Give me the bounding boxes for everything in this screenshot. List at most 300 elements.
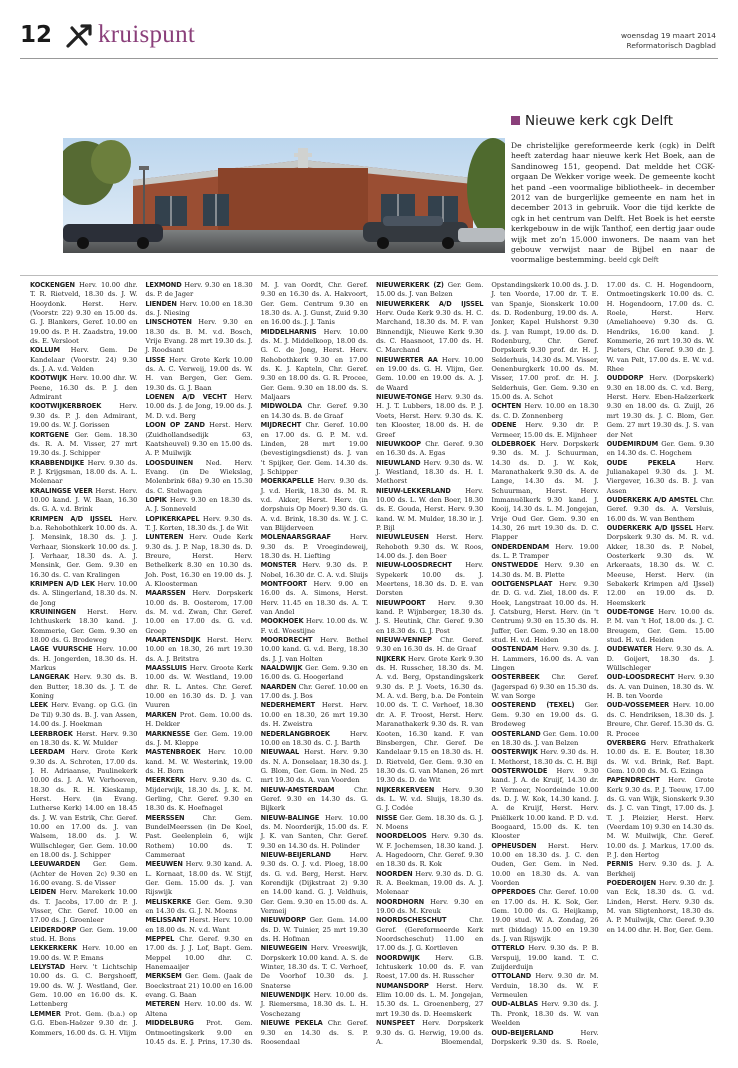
listing-entry xyxy=(376,916,483,953)
listing-entry xyxy=(491,944,598,972)
listing-services: Herv. 9.30 ds. W. F. Jochemsen, 18.30 kand. J. A. Hagedoorn, Chr. Geref. 9.30 en 18.30 ds. R. Kok xyxy=(375,832,484,869)
listing-entry xyxy=(30,963,137,1010)
listing-entry xyxy=(145,898,252,917)
listing-place: NUMANSDORP xyxy=(375,981,429,990)
listing-services: Herv. 10.00 dhr. W. Peene, 16.30 ds. P. J. den Admirant xyxy=(30,374,138,402)
listing-entry xyxy=(145,589,252,636)
listing-entry xyxy=(491,888,598,944)
listing-entry xyxy=(30,730,137,749)
listing-entry xyxy=(376,636,483,655)
listing-place: OUD-BEIJERLAND xyxy=(491,1028,554,1037)
listing-place: MONTFOORT xyxy=(260,580,307,588)
listing-services: Ger. Gem. 9.30 en 14.30 ds. G. J. N. Moens xyxy=(145,897,253,916)
listing-entry xyxy=(261,786,368,814)
listing-place: MARKEN xyxy=(145,710,177,719)
listing-place: OUD-VOSSEMEER xyxy=(606,701,670,710)
listing-services: Prot. Gem. Ontmoetingskerk 9.00 en 10.45 ds. E. J. Prins, 17.30 ds. M. J. van Oordt, Chr. Geref. 9.30 en 16.30 ds. A. Hakvoort, Ger. Gem. Centrum 9.30 en 18.30 ds. A. J. Gunst, Zuid 9.30 en 16.00 ds. J. J. Tanis xyxy=(145,281,368,1046)
listing-place: NIEUWAAL xyxy=(260,748,300,757)
listing-place: OUDE-TONGE xyxy=(606,608,654,617)
listing-place: NOORDWIJK xyxy=(375,953,420,962)
listing-services: Herv. 10.00 dhr. T. R. Rietveld, 18.30 ds. J. W. Hooydonk. Herst. Herv. (Voorstr. 22) 9.30 en 15.00 ds. G. J. Blankers, Geref. 10.00 en 19.00 ds. P. H. Zaadstra, 19.00 ds. E. Versloot xyxy=(30,281,138,346)
crosspoint-logo-icon xyxy=(66,24,92,48)
listing-place: NIEUW-BALINGE xyxy=(260,813,320,822)
article-text: De christelijke gereformeerde kerk (cgk) in Delft heeft zaterdag haar nieuwe kerk Het Boek, aan de Sandinoweg 151, geopend. Dat meldde het CGK-orgaan De Wekker vorige week. De gemeente kocht het pand –een voormalige bibliotheek– in december 2012 van de burgerlijke gemeente en nam het in december 2013 in gebruik. Voor die tijd kerkte de cgk in het centrum van Delft. Het Boek is het eerste kerkgebouw in de wijk Tanthof, een dertig jaar oude wijk met zo’n 15.000 inwoners. De naam van het gebouw verwijst naar de Bijbel en naar de voormalige bestemming. xyxy=(511,141,715,265)
listing-entry xyxy=(491,402,598,421)
article-body xyxy=(511,141,715,266)
listing-place: MIDWOLDA xyxy=(260,402,303,411)
listing-entry xyxy=(607,459,714,496)
listing-entry xyxy=(145,318,252,355)
listing-place: KOCKENGEN xyxy=(30,281,75,289)
listing-place: NIEUW-VENNEP xyxy=(375,636,432,645)
listing-services: Ger. Gem. (Achter de Hoven 2c) 9.30 en 16.00 evang. S. de Visser xyxy=(30,860,138,887)
listing-entry xyxy=(491,972,598,1000)
listing-entry xyxy=(261,664,368,683)
listing-place: MARKNESSE xyxy=(145,729,191,738)
listing-entry xyxy=(491,1000,598,1028)
listing-services: Herv. G.B. Ichtuskerk 10.00 ds. F. van Roest, 17.00 ds. H. Russcher xyxy=(375,953,484,981)
listing-services: Herv. 9.30 ds. D. G. R. A. Beekman, 19.00 ds. A. J. Molenaar xyxy=(375,869,484,897)
listing-entry xyxy=(30,515,137,580)
listing-place: KOOTWIJKERBROEK xyxy=(30,402,102,411)
listing-entry xyxy=(376,655,483,786)
listing-entry xyxy=(376,832,483,869)
listing-place: LEEUWARDEN xyxy=(30,860,81,869)
listing-entry xyxy=(607,645,714,673)
listing-place: LEXMOND xyxy=(145,281,182,289)
listing-services: Herv. 9.30 dr. D. G. v.d. Ziel, 18.00 ds. F. Hoek, Langstraat 10.00 ds. H. J. Catsburg, Herst. Herv. (in 't Centrum) 9.30 en 15.30 ds. H. Juffer, Ger. Gem. 9.30 en 18.00 stud. H. v.d. Heiden xyxy=(491,580,599,645)
listing-entry xyxy=(30,402,137,430)
listing-entry xyxy=(145,730,252,749)
listing-place: PERNIS xyxy=(606,860,634,869)
listing-services: Herv. Dorpskerk 9.30 ds. S. Roele, 17.00 ds. C. H. Hogendoorn, Ontmoetingskerk 10.00 ds. C. H. Hogendoorn, 17.00 ds. C. Roele, Herst. Herv. (Ameliahoeve) 9.30 ds. G. Hendriks, 16.00 kand. J. Kommerie, 26 mrt 19.30 ds. W. Pieters, Chr. Geref. 9.30 dr. J. W. van Pelt, 17.00 ds. E. W. v.d. Rhee xyxy=(491,281,714,1046)
listing-entry xyxy=(261,701,368,729)
listing-place: LOON OP ZAND xyxy=(145,421,205,430)
listing-place: LEMMER xyxy=(30,1009,61,1018)
listing-place: NIJKERKERVEEN xyxy=(375,785,435,794)
listing-entry xyxy=(261,617,368,636)
listing-services: Herv. 9.30 ds. L. W. v.d. Sluijs, 18.30 ds. G. J. Codée xyxy=(375,785,484,813)
listing-services: Chr. Geref. 10.00 en 17.00 ds. G. P. M. v.d. Linden, 28 mrt 19.00 (bevestigingsdienst) ds. J. van 't Spijker, Ger. Gem. 14.30 ds. J. Schipper xyxy=(260,421,368,476)
listing-place: LINSCHOTEN xyxy=(145,318,192,327)
listing-services: Chr. Geref. (Jagerspad 6) 9.30 en 15.30 ds. W. van Sorge xyxy=(491,673,599,701)
listing-place: METEREN xyxy=(145,1000,180,1009)
listing-entry xyxy=(145,814,252,861)
listing-entry xyxy=(30,580,137,608)
photo-credit: beeld cgk Delft xyxy=(608,256,659,265)
listing-place: OPPERDOES xyxy=(491,888,536,897)
listing-services: Ger. Gem. 15.00 ds. J. van Belzen xyxy=(375,281,484,299)
listing-place: NOORDSCHESCHUT xyxy=(375,916,447,925)
listing-services: Ger. Gem. (Jaak de Boeckstraat 21) 10.00 en 16.00 evang. G. Baan xyxy=(145,972,253,1000)
listing-services: Herv. 9.30 ds. P. Nobel, 16.30 dr. C. A. v.d. Sluijs xyxy=(260,561,368,579)
listing-place: OTTERLO xyxy=(491,944,525,953)
listing-services: Herv. Groote Kerk 10.00 ds. W. Westland, 19.00 dhr. R. L. Antes. Chr. Geref. 10.00 en 16.30 ds. D. J. van Vuuren xyxy=(145,664,253,710)
listing-services: Herv. 9.30 ds. H. J. T. Lubbers, 18.00 ds. P. J. Voets, Herst. Herv. 9.30 ds. K. ten Klooster, 18.00 ds. H. de Greef xyxy=(375,393,484,439)
listing-entry xyxy=(491,645,598,673)
listing-place: OPHEUSDEN xyxy=(491,841,537,850)
listing-entry xyxy=(491,561,598,580)
listing-place: MELISSANT xyxy=(145,916,187,925)
listing-place: OOSTENDAM xyxy=(491,645,539,654)
listing-place: LEEK xyxy=(30,701,48,710)
listing-entry xyxy=(261,916,368,944)
listing-services: Herv. Evang. op G.G. (in De Til) 9.30 ds. B. J. van Assen, 14.00 ds. J. Hoekman xyxy=(30,701,138,729)
listing-entry xyxy=(145,496,252,515)
listing-entry xyxy=(145,393,252,421)
listing-entry xyxy=(145,515,252,534)
listing-services: Herst. Herv. 9.30 en 18.30 ds. K. W. Mulder xyxy=(30,729,138,747)
listing-place: NIEUWE-TONGE xyxy=(375,393,432,402)
listing-place: LAGE VUURSCHE xyxy=(30,645,93,654)
listing-entry xyxy=(30,860,137,888)
listing-place: NIEUWDORP xyxy=(260,916,306,925)
listing-place: LEERBROEK xyxy=(30,729,73,738)
listing-place: KOLLUM xyxy=(30,346,60,355)
listing-place: OVERBERG xyxy=(606,738,646,747)
listing-place: NOORDHORN xyxy=(375,897,425,906)
listing-services: Herv. 9.30 ds. A. van Duinen, 18.30 ds. W. H. B. ten Voorde xyxy=(606,673,714,701)
listing-entry xyxy=(145,300,252,319)
listing-entry xyxy=(145,711,252,730)
listing-place: OUDEWATER xyxy=(606,645,653,654)
listing-services: Herv. 9.30 ds. J. Th. Pronk, 18.30 ds. W. van Weelden xyxy=(491,1000,599,1028)
listing-services: Prot. Gem. (b.a.) op G.G. Eben-Haëzer 9.30 dr. J. Kommers, 16.00 ds. G. H. Vlijm xyxy=(30,1009,138,1037)
listing-place: KRIMPEN A/D IJSSEL xyxy=(30,514,113,523)
listing-place: OOSTEREND (TEXEL) xyxy=(491,701,575,710)
listing-entry xyxy=(261,477,368,533)
listing-place: NOORDEN xyxy=(375,869,413,878)
listing-services: Herv. 9.30 en 18.30 ds. B. M. v.d. Bosch, Vrije Evang. 28 mrt 19.30 ds. J. J. Roodsant xyxy=(145,318,253,355)
listing-entry xyxy=(145,664,252,711)
listing-place: MOOKHOEK xyxy=(260,617,304,626)
listing-entry xyxy=(30,645,137,673)
listing-place: MAARTENSDIJK xyxy=(145,636,201,645)
listing-services: Herv. 10.00 kand. M. W. Westerink, 19.00 ds. H. Born xyxy=(145,748,253,775)
listing-entry xyxy=(145,533,252,589)
listing-entry xyxy=(376,533,483,561)
header-divider xyxy=(20,58,718,59)
listing-services: Herv. 10.00 en 18.30 ds. J. Niesing xyxy=(145,299,253,318)
article-title xyxy=(511,113,673,129)
listing-place: OOSTERBEEK xyxy=(491,673,540,682)
listing-place: MEEUWEN xyxy=(145,860,183,869)
listing-services: Herv. (Dorpskerk) 9.30 en 18.00 ds. C. v.d. Berg, Herst. Herv. Eben-Haëzerkerk 9.30 en 18.00 ds. G. Zuijl, 26 mrt 19.30 ds. J. C. Blom, Ger. Gem. 27 mrt 19.30 ds. J. S. van der Net xyxy=(606,374,714,439)
listing-services: Chr. Geref. 9.30 en 14.30 ds. S. P. Roosendaal xyxy=(260,1019,368,1046)
listing-place: OOSTERWIJK xyxy=(491,748,538,757)
listing-services: Herv. 10.00 ds. J. de Jong, 19.00 ds. J. M. D. v.d. Berg xyxy=(145,393,253,420)
church-building-photo xyxy=(63,138,505,253)
listing-services: Herv. 10.00 ds. W. F. v.d. Woestijne xyxy=(260,617,368,635)
listing-services: Herst. Herv. 10.00 kand. J. W. Baan, 16.30 ds. G. A. v.d. Brink xyxy=(30,486,138,514)
newspaper-name: Reformatorisch Dagblad xyxy=(626,41,716,50)
listing-place: NOORDELOOS xyxy=(375,832,427,841)
listing-place: NAARDEN xyxy=(260,682,297,691)
listing-entry xyxy=(491,543,598,562)
listing-services: Herv. Grote Kerk 10.00 ds. A. C. Verweij, 19.00 ds. W. H. van Bergen, Ger. Gem. 19.30 ds. G. J. Baan xyxy=(145,355,253,392)
listing-services: Herv. 9.30 ds. P. J. den Admirant, 19.00 ds. W. J. Gorissen xyxy=(30,402,138,430)
section-title: kruispunt xyxy=(98,21,196,48)
listing-entry xyxy=(376,459,483,487)
listing-services: Ger. Gem. 18.30 ds. R. A. M. Visser, 27 mrt 19.30 ds. J. Schipper xyxy=(30,430,138,458)
listing-place: LEIDERDORP xyxy=(30,925,77,934)
listing-place: MONSTER xyxy=(260,561,297,570)
listing-services: Ger. Gem. 19.00 stud. H. Bons xyxy=(30,925,138,944)
listing-services: Herst. Herv. 10.00 en 18.30, 26 mrt 19.30 ds. H. Zweistra xyxy=(260,701,368,729)
masthead-info xyxy=(621,31,716,51)
listing-entry xyxy=(376,814,483,833)
listing-entry xyxy=(145,860,252,897)
listing-entry xyxy=(376,898,483,917)
listing-services: Prot. Gem. 10.00 ds. H. Dekker xyxy=(145,710,253,729)
listing-entry xyxy=(30,944,137,963)
listing-place: OOSTERWOLDE xyxy=(491,766,548,775)
listing-place: LISSE xyxy=(145,355,166,364)
listing-services: Herst. Herv. 10.00 en 18.30 ds. J. C. den Ouden, Ger. Gem. in Ned. 10.00 en 18.30 ds. A. van Voorden xyxy=(491,841,599,887)
listing-services: Herv. 10.00 en 18.30 ds. C. J. Barth xyxy=(260,729,368,747)
listing-services: Herv. 9.30 ds. T. J. Korten, 18.30 ds. J. de Wit xyxy=(145,514,253,532)
listing-place: KORTGENE xyxy=(30,430,69,439)
listing-services: Herv. 9.30 ds. H. I. Methorst, 18.30 ds. C. H. Bijl xyxy=(491,748,599,766)
listing-place: ONSTWEDDE xyxy=(491,561,539,570)
listing-place: MAASSLUIS xyxy=(145,664,187,673)
listing-place: MELISKERKE xyxy=(145,897,192,906)
listing-place: OUD-LOOSDRECHT xyxy=(606,673,675,682)
listing-place: LELYSTAD xyxy=(30,963,66,972)
listing-services: Herv. 9.30 ds. O. J. v.d. Ploeg, 18.00 ds. G. v.d. Berg, Herst. Herv. Korendijk (Dijkstraat 2) 9.30 en 14.00 kand. G. J. Veldhuis, Ger. Gem. 9.30 en 15.00 ds. A. Vermeij xyxy=(260,850,368,916)
listing-entry xyxy=(607,374,714,439)
listing-place: KRALINGSE VEER xyxy=(30,486,93,495)
listing-entry xyxy=(145,459,252,496)
listing-entry xyxy=(145,972,252,1000)
listing-place: MEERSSEN xyxy=(145,813,185,822)
listing-services: Herv. 9.30 en 19.00 ds. M. Kreuk xyxy=(375,897,484,916)
listing-place: OOSTERLAND xyxy=(491,729,541,738)
listing-place: KOOTWIJK xyxy=(30,374,68,383)
listing-services: Herv. Dorpskerk 9.30 ds. M. J. Schuurman, 14.30 ds. D. J. W. Kok, Maranathakerk 9.30 ds. A. de Lange, 14.30 ds. M. J. Schuurman, Herst. Herv. Immanuëlkerk 9.30 kand. J. Kooij, 14.30 ds. L. M. Jongejan, Vrije Oud Ger. Gem. 9.30 en 14.30, 26 mrt 19.30 ds. D. C. Flapper xyxy=(491,439,599,542)
listing-services: Chr. Geref. 9.30 en 14.30 ds. G. Bijkerk xyxy=(260,785,368,813)
listing-entry xyxy=(491,842,598,889)
listing-services: Herv. 9.30 ds. P. J. Krijgsman, 18.00 ds. A. L. Molenaar xyxy=(30,458,138,486)
issue-date: woensdag 19 maart 2014 xyxy=(620,31,716,40)
listing-place: MIDDELBURG xyxy=(145,1019,194,1028)
listing-place: OCHTEN xyxy=(491,402,522,411)
listing-services: Herv. 10.00 ds. W. Altena xyxy=(145,1000,253,1018)
listing-entry xyxy=(30,459,137,487)
listing-services: Herv. 10.00 ds. J. Riemersma, 18.30 ds. L. H. Voschezang xyxy=(260,991,368,1018)
listing-services: Chr. Geref. 9.30 ds. A. Versluis, 16.00 ds. W. van Benthem xyxy=(606,495,714,523)
listing-services: Herst. Herv. (Zuidhollandsedijk 63, Kaatsheuvel) 9.30 en 15.00 ds. A. P. Muilwijk xyxy=(145,421,253,458)
listing-services: Chr. Geref. 9.30 en 16.30 ds. H. de Graaf xyxy=(375,636,484,654)
listing-services: Ger. Gem. 9.30 en 19.00 ds. G. Brodeweg xyxy=(491,701,599,729)
listing-services: Ned. Herv. Evang. (in De Wiekslag, Molenbrink 68a) 9.30 en 15.30 ds. C. Stelwagen xyxy=(145,458,253,495)
listing-place: MOLENAARSGRAAF xyxy=(260,533,331,542)
listing-entry xyxy=(30,1010,137,1038)
listing-entry xyxy=(145,935,252,972)
listing-place: PAPENDRECHT xyxy=(606,776,660,785)
listing-entry xyxy=(30,431,137,459)
listing-entry xyxy=(491,730,598,749)
title-bullet xyxy=(511,116,520,125)
listing-services: Herv. 10.00 ds. A. Slingerland, 18.30 ds. N. de Jong xyxy=(30,580,138,607)
listing-services: Herv. Dorpskerk 9.30 ds. M. R. v.d. Akker, 18.30 ds. P. Nobel, Oosterkerk 9.30 ds. W. Arkeraats, 18.30 ds. W. C. Meeuse, Herst. Herv. (in Sebakerk Krimpen a/d IJssel) 12.00 en 19.00 ds. D. Heemskerk xyxy=(606,523,714,607)
listing-place: KRIMPEN A/D LEK xyxy=(30,580,95,588)
listing-entry xyxy=(491,421,598,440)
listing-entry xyxy=(607,776,714,860)
listing-place: MIJDRECHT xyxy=(260,421,302,430)
listing-entry xyxy=(261,730,368,749)
listing-entry xyxy=(145,281,252,300)
article-title-text: Nieuwe kerk cgk Delft xyxy=(525,113,674,129)
listing-place: NIEUW-LEKKERLAND xyxy=(375,486,451,495)
listing-services: Herv. 10.00 ds. L. W. den Boer, 18.30 ds. E. Gouda, Herst. Herv. 9.30 kand. W. M. Mulder, 18.30 ir. J. P. Bijl xyxy=(375,486,484,532)
listing-services: Herv. 9.30 kand. P. Wijnberger, 18.30 ds. J. S. Heutink, Chr. Geref. 9.30 en 18.30 ds. G. J. Post xyxy=(375,598,484,635)
listing-place: OOLTGENSPLAAT xyxy=(491,580,553,588)
listing-services: Ger. Gem. 9.30 en 16.00 ds. G. Hoogerland xyxy=(260,664,368,682)
listing-services: Herst. Herv. Elim 10.00 ds. L. M. Jongejan, 15.30 ds. L. Groenenberg, 27 mrt 19.30 ds. D. Heemskerk xyxy=(375,981,484,1018)
listing-place: KRUININGEN xyxy=(30,608,76,617)
listing-entry xyxy=(261,421,368,477)
listing-entry xyxy=(376,982,483,1019)
listing-entry xyxy=(30,748,137,860)
listing-services: Herv. 't Lichtschip 10.00 ds. G. C. Bergshoeff, 19.00 ds. W. J. Westland, Ger. Gem. 10.00 en 16.00 ds. K. Lettenberg xyxy=(30,963,138,1009)
listing-place: NIEUWLAND xyxy=(375,458,421,467)
listing-entry xyxy=(376,870,483,898)
listing-entry xyxy=(145,1000,252,1019)
listing-place: NIEUW-BEIJERLAND xyxy=(260,850,331,859)
listing-place: NEDERLANGBROEK xyxy=(260,729,330,738)
listing-entry xyxy=(30,888,137,925)
listing-services: Herv. Grote Kerk 9.30 ds. A. Schroten, 17.00 ds. J. H. Adriaanse, Paulinekerk 10.00 ds. J. A. W. Verhoeven, 18.30 ds. R. H. Kieskamp, Herst. Herv. (in Evang. Lutherse Kerk) 14.00 en 18.45 ds. J. W. van Estrik, Chr. Geref. 10.00 en 17.00 ds. J. van Walsem, 18.00 ds. J. W. Wüllschleger, Ger. Gem. 10.00 en 18.00 ds. J. Schipper xyxy=(30,748,138,859)
listing-entry xyxy=(145,776,252,813)
listing-entry xyxy=(491,701,598,729)
listing-services: Herv. 10.00 en 18.30 ds. C. D. Zonnenberg xyxy=(491,402,599,420)
listing-place: MASTENBROEK xyxy=(145,748,201,757)
listing-place: MOERKAPELLE xyxy=(260,477,314,486)
church-service-listings xyxy=(30,281,714,1056)
listing-services: Herv. 9.30 dr. P. Vermeer, 15.00 ds. E. Mijnheer xyxy=(491,421,599,439)
listing-services: Chr. Geref. 9.30 en 16.30 ds. A. Egas xyxy=(375,439,484,458)
listing-place: NIEUW-LOOSDRECHT xyxy=(375,561,452,570)
listing-entry xyxy=(491,748,598,767)
listing-place: LUNTEREN xyxy=(145,533,184,542)
listing-services: Herv. 10.00 ds. M. J. Middelkoop, 18.00 ds. G. C. de Jong, Herst. Herv. Rehobothkerk 9.30 en 17.00 ds. K. J. Kapteln, Chr. Geref. 9.30 en 18.00 ds. G. R. Procee, Ger. Gem. 9.30 en 18.00 ds. S. Maljaars xyxy=(260,327,368,402)
listing-place: NIEUW-AMSTERDAM xyxy=(260,785,335,794)
listing-entry xyxy=(607,524,714,608)
listing-services: Herv. 9.30 kand. J. A. de Kruijf, 14.30 dr. P. Vermeer, Noordeinde 10.00 ds. D. J. W. Kok, 14.30 kand. J. A. de Kruijf, Herst. Herv. Pniëlkerk 10.00 kand. P. D. v.d. Boogaard, 15.00 ds. K. ten Klooster xyxy=(491,766,599,841)
listing-place: NIEUWERTER AA xyxy=(375,355,438,364)
listing-services: Herv. b.a. Rehobothkerk 10.00 ds. A. J. Mensink, 18.30 ds. J. J. Verhaar, Sionskerk 10.00 ds. J. J. Verhaar, 18.30 ds. A. J. Mensink, Ger. Gem. 9.30 en 16.30 ds. C. van Kralingen xyxy=(30,514,138,579)
listing-entry xyxy=(607,440,714,459)
listing-entry xyxy=(607,701,714,738)
listing-entry xyxy=(376,786,483,814)
listing-services: Herv. 10.00 ds. H. Jongerden, 18.30 ds. H. Markus xyxy=(30,645,138,673)
listing-services: Ger. Gem. 14.00 ds. D. W. Tuinier, 25 mrt 19.30 ds. H. Hofman xyxy=(260,916,368,944)
listing-entry xyxy=(607,608,714,645)
listing-services: Herv. 9.30 ds. J. A. Berkheij xyxy=(606,860,714,878)
listing-services: Chr. Geref. 10.00 en 17.00 ds. H. K. Sok, Ger. Gem. 10.00 ds. G. Heijkamp, 19.00 stud. W. A. Zondag, 26 mrt (biddag) 15.00 en 19.30 ds. J. van Rijswijk xyxy=(491,888,599,944)
listing-place: LANGERAK xyxy=(30,673,70,682)
listing-services: Ger. Gem. 18.30 ds. G. J. N. Moens xyxy=(375,813,484,831)
listing-place: NIEUWERKERK A/D IJSSEL xyxy=(375,299,484,308)
listing-place: NIEUWLEUSEN xyxy=(375,533,429,542)
listing-services: Herv. 9.30 en 18.30 ds. P. de Jager xyxy=(145,281,253,299)
listing-services: Herv. Dorpskerk 9.30 ds. G. Herwig, 19.00 ds. A. Bloemendal, Opstandingskerk 10.00 ds. J. D. J. ten Voorde, 17.00 dr. T. E. van Spanje, Sionskerk 10.00 ds. D. Rodenburg, 19.00 ds. A. Jonker, Kapel Hulshorst 9.30 ds. J. van Rumpt, 19.00 ds. D. Rodenburg, Chr. Geref. Dorpskerk 9.30 prof. dr. H. J. Selderhuis, 14.30 ds. M. Visser, Oenenburgkerk 10.00 ds. M. Visser, 17.00 prof. dr. H. J. Selderhuis, Ger. Gem. 9.30 en 15.00 ds. A. Schot xyxy=(375,281,599,1046)
listing-place: NAALDWIJK xyxy=(260,664,303,673)
listing-entry xyxy=(30,374,137,402)
listings-divider xyxy=(20,275,718,276)
listing-services: Herv. 9.30 kand. A. L. Kornaat, 18.00 ds. W. Stijf, Ger. Gem. 15.00 ds. J. van Rijswijk xyxy=(145,860,253,897)
listing-entry xyxy=(30,926,137,945)
listing-place: MEERKERK xyxy=(145,776,185,785)
listing-entry xyxy=(607,496,714,524)
listing-services: Herv. 19.00 ds. L. P. Tramper xyxy=(491,542,599,560)
page-number: 12 xyxy=(20,22,53,48)
listing-entry xyxy=(261,1019,368,1047)
listing-services: Herv. Marekerk 10.00 ds. T. Jacobs, 17.00 dr. P. J. Visser, Chr. Geref. 10.00 en 17.00 ds. J. Groenleer xyxy=(30,888,138,925)
listing-services: Herv. 9.30 dr. J. van Eck, 18.30 ds. G. v.d. Linden, Herst. Herv. 9.30 ds. M. van Sligtenhorst, 18.30 ds. A. P. Muilwijk, Chr. Geref. 9.30 en 14.00 dhr. H. Bor, Ger. Gem. xyxy=(606,879,714,934)
listing-services: Herv. Sypekerk 10.00 ds. J. Meertens, 18.30 ds. D. E. van Dorsten xyxy=(375,561,484,598)
listing-entry xyxy=(607,860,714,879)
listing-place: NIEUWKOOP xyxy=(375,439,422,448)
listing-place: OUDE PEKELA xyxy=(606,458,676,467)
listing-services: Herv. 10.00 ds. P. M. van 't Hof, 18.00 ds. J. C. Breugem, Ger. Gem. 15.00 stud. H. v.d. Heiden xyxy=(606,608,714,645)
listing-entry xyxy=(30,673,137,701)
listing-entry xyxy=(607,673,714,701)
listing-place: OLDEBROEK xyxy=(491,439,536,448)
listing-services: Herv. 9.30 ds. B. den Butter, 18.30 ds. J. T. de Koning xyxy=(30,673,138,701)
listing-entry xyxy=(30,281,137,346)
listing-services: Herv. 9.30 en 18.30 ds. A. J. Sonneveld xyxy=(145,495,253,514)
listing-place: LOPIK xyxy=(145,495,167,504)
listing-place: OUDERKERK A/D AMSTEL xyxy=(606,495,698,504)
listing-services: Herv. Bethel 10.00 kand. G. v.d. Berg, 18.30 ds. J. J. van Holten xyxy=(260,636,368,663)
listing-entry xyxy=(261,991,368,1019)
listing-services: Chr. Geref. (Gereformeerde Kerk Noordscheschut) 11.00 en 17.00 ds. J. G. Kortleven xyxy=(375,916,484,953)
listing-services: Herv. 9.30 ds. J. H. Lammers, 16.00 ds. A. van Lingen xyxy=(491,645,599,673)
listing-place: NIJKERK xyxy=(375,654,406,663)
listing-services: Ger. Gem. 19.00 ds. J. M. Kleppe xyxy=(145,729,253,747)
listing-place: OUDEMIRDUM xyxy=(606,439,659,448)
listing-entry xyxy=(145,916,252,935)
listing-entry xyxy=(261,328,368,403)
listing-entry xyxy=(261,944,368,991)
listing-place: MERKSEM xyxy=(145,972,182,981)
listing-services: Herv. Dorpskerk 10.00 ds. B. Oosterom, 17.00 ds. M. v.d. Zwan, Chr. Geref. 10.00 en 17.00 ds. G. v.d. Groep xyxy=(145,589,253,635)
listing-place: LOOSDUINEN xyxy=(145,458,194,467)
listing-entry xyxy=(261,580,368,617)
listing-entry xyxy=(491,580,598,645)
listing-services: Ger. Gem. 10.00 en 18.30 ds. J. van Belzen xyxy=(491,729,599,747)
listing-services: Herv. 9.30 ds. P. Vroegindeweij, 18.30 ds. H. Liefting xyxy=(260,533,368,560)
listing-entry xyxy=(607,879,714,935)
listing-entry xyxy=(261,851,368,916)
listing-services: Herv. Efrathakerk 10.00 ds. E. E. Bouter, 18.30 ds. W. v.d. Brink, Ref. Bapt. Gem. 10.00 ds. M. G. Ezinga xyxy=(606,738,714,775)
listing-entry xyxy=(261,561,368,580)
listing-entry xyxy=(30,487,137,515)
listing-entry xyxy=(607,739,714,776)
listing-place: MAARSSEN xyxy=(145,589,186,598)
listing-entry xyxy=(376,356,483,393)
listing-entry xyxy=(376,300,483,356)
listing-services: Chr. Geref. 9.30 en 14.30 ds. B. de Graaf xyxy=(260,402,368,420)
listing-entry xyxy=(491,673,598,701)
listing-place: ONDERDENDAM xyxy=(491,542,550,551)
listing-entry xyxy=(30,701,137,729)
listing-entry xyxy=(145,748,252,776)
listing-entry xyxy=(145,356,252,393)
listing-entry xyxy=(30,608,137,645)
